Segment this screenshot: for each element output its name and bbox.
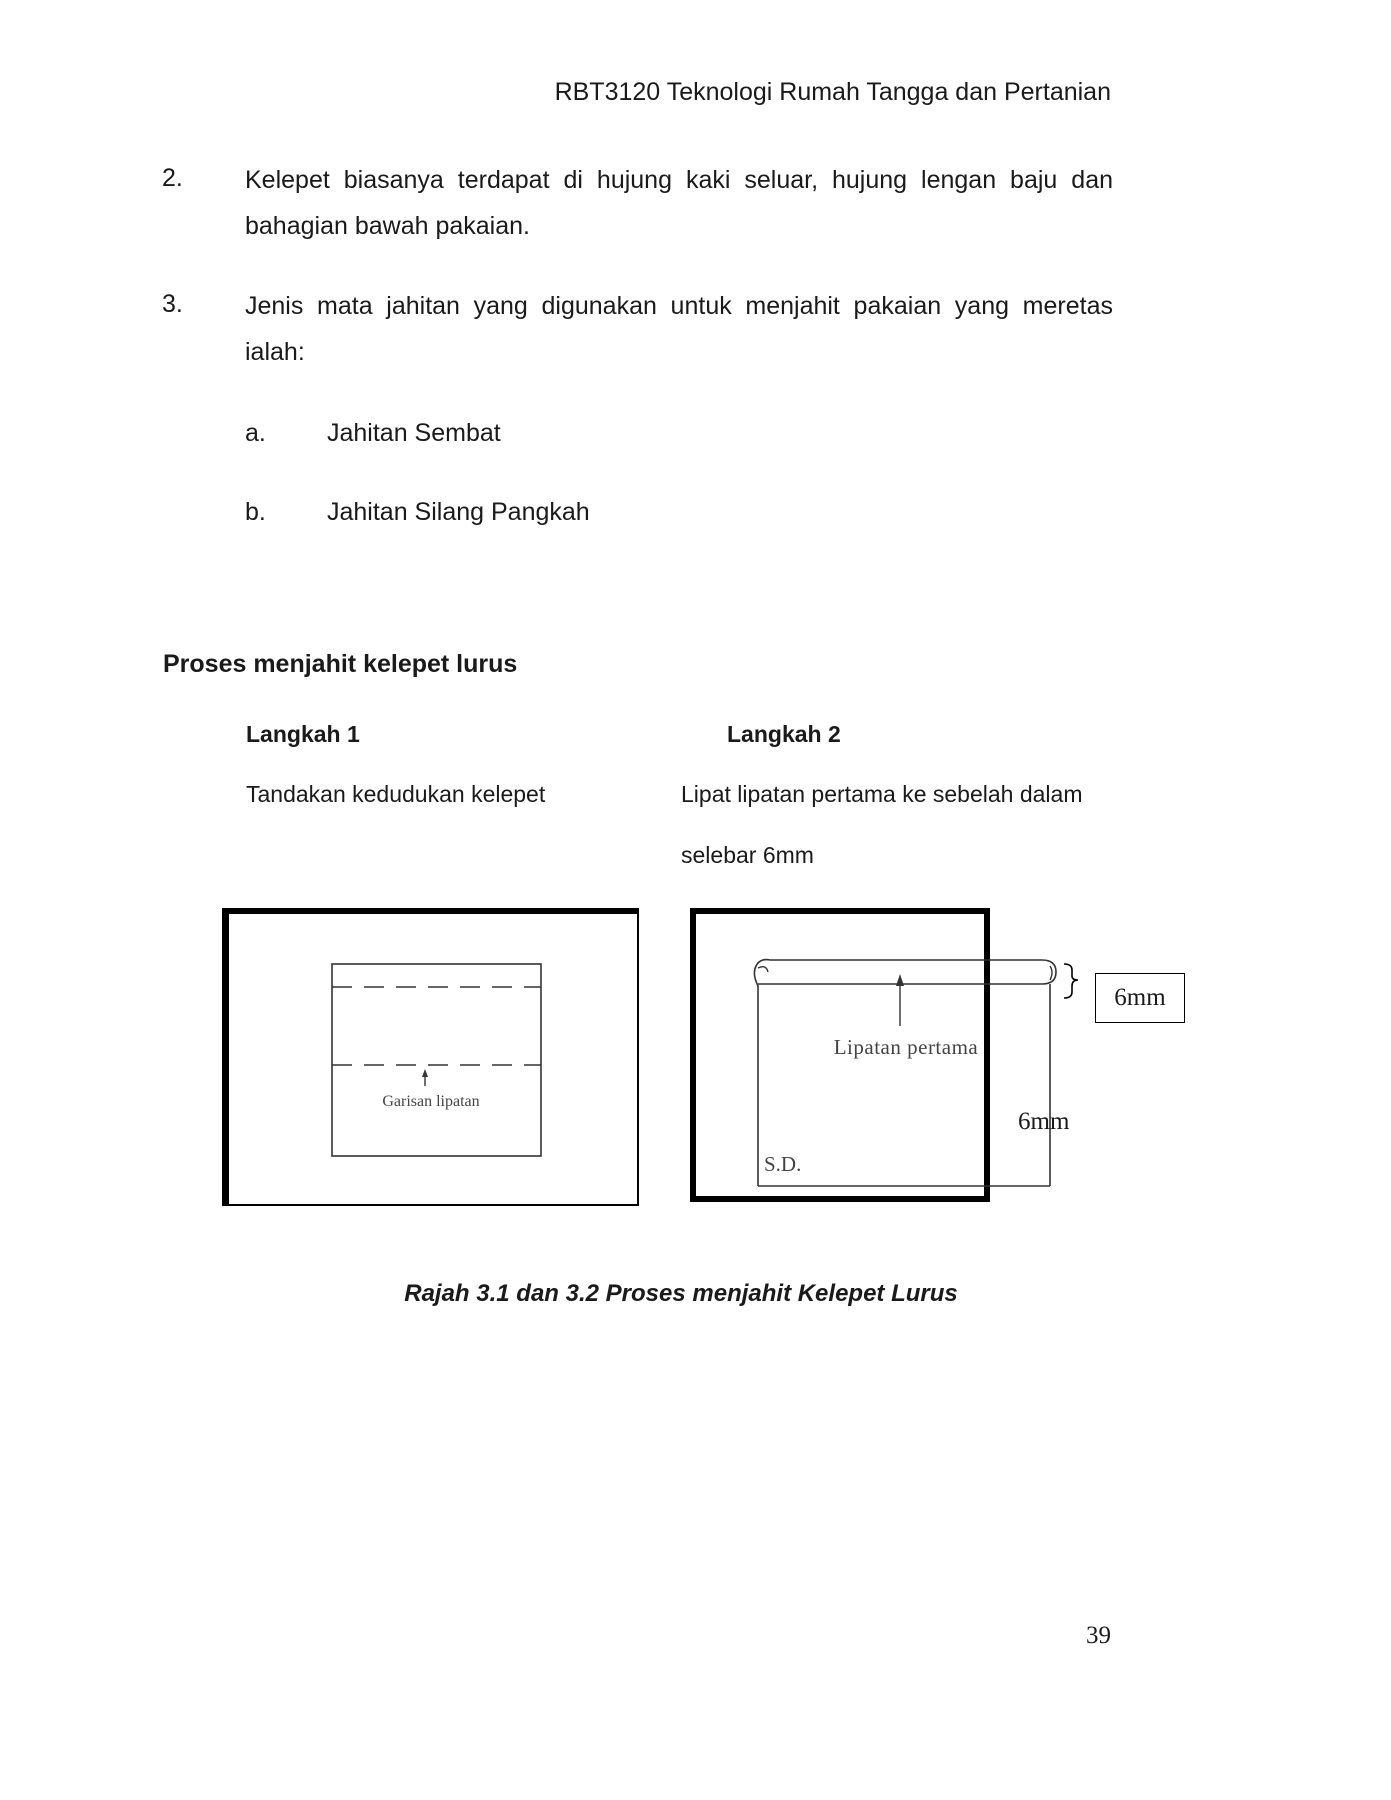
figure-3-1-drawing xyxy=(229,914,637,1204)
running-header: RBT3120 Teknologi Rumah Tangga dan Pertanian xyxy=(554,78,1111,106)
subitem-text-b: Jahitan Silang Pangkah xyxy=(327,498,590,526)
subitem-text-a: Jahitan Sembat xyxy=(327,419,501,447)
corner-label: S.D. xyxy=(764,1152,802,1176)
subitem-letter-b: b. xyxy=(245,498,266,526)
step-2-description-line2: selebar 6mm xyxy=(681,842,814,868)
arrow-head-icon xyxy=(896,974,904,986)
figure-3-1 xyxy=(222,908,639,1206)
hem-curl-left xyxy=(758,967,768,972)
fabric-outline xyxy=(332,964,541,1156)
item-number-3: 3. xyxy=(162,290,183,318)
step-2-title: Langkah 2 xyxy=(727,721,841,747)
item-text-2: Kelepet biasanya terdapat di hujung kaki seluar, hujung lengan baju dan bahagian bawah pakaian. xyxy=(245,166,1113,240)
item-text-3: Jenis mata jahitan yang digunakan untuk menjahit pakaian yang meretas ialah: xyxy=(245,292,1113,366)
section-title: Proses menjahit kelepet lurus xyxy=(163,650,518,678)
figure-3-2 xyxy=(690,908,990,1202)
item-number-2: 2. xyxy=(162,164,183,192)
fold-line-label: Garisan lipatan xyxy=(382,1093,480,1110)
brace-icon xyxy=(1064,964,1078,998)
step-2-description-line1: Lipat lipatan pertama ke sebelah dalam xyxy=(681,781,1083,807)
subitem-letter-a: a. xyxy=(245,419,266,447)
arrow-head-icon xyxy=(422,1069,428,1077)
first-fold-label: Lipatan pertama xyxy=(833,1035,979,1059)
figure-caption: Rajah 3.1 dan 3.2 Proses menjahit Kelepet Lurus xyxy=(404,1280,958,1307)
hem-curl-right xyxy=(1050,966,1052,980)
callout-6mm: 6mm xyxy=(1095,973,1185,1023)
figure-3-2-drawing xyxy=(696,914,1086,1196)
overlay-6mm-label: 6mm xyxy=(1018,1108,1070,1135)
step-1-title: Langkah 1 xyxy=(246,721,360,747)
step-1-description: Tandakan kedudukan kelepet xyxy=(246,781,546,807)
page-number: 39 xyxy=(1086,1622,1111,1649)
